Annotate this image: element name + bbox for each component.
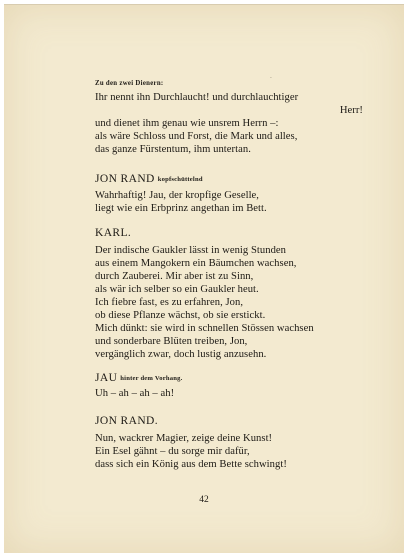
stage-direction: hinter dem Vorhang. [120,375,183,382]
verse-line: dass sich ein König aus dem Bette schwingt! [95,459,287,470]
verse-line: vergänglich zwar, doch lustig anzusehn. [95,349,267,360]
verse-line: als wär ich selber so ein Gaukler heut. [95,284,259,295]
verse-line: Nun, wackrer Magier, zeige deine Kunst! [95,433,273,444]
verse-line: und sonderbare Blüten treiben, Jon, [95,336,248,347]
speech-1 [95,91,363,156]
opening-direction [95,79,363,89]
speaker-name: KARL. [95,227,132,239]
page-number: 42 [199,495,209,505]
verse-line: Ihr nennt ihn Durchlaucht! und durchlauchtiger [95,92,299,103]
speech-4 [95,387,363,400]
speaker-jon-rand [95,172,363,187]
speech-3 [95,244,363,361]
verse-line: aus einem Mangokern ein Bäumchen wachsen, [95,258,297,269]
speaker-jon-rand-2 [95,414,363,428]
speaker-karl [95,226,363,240]
stage-direction: kopfschüttelnd [157,176,203,183]
verse-line: Herr! [339,105,363,116]
verse-line: Ein Esel gähnt – du sorge mir dafür, [95,446,250,457]
verse-line: Ich fiebre fast, es zu erfahren, Jon, [95,297,244,308]
stage-direction: Zu den zwei Dienern: [95,80,164,87]
speech-5 [95,432,363,471]
verse-line: Uh – ah – ah – ah! [95,388,175,399]
verse-line: durch Zauberei. Mir aber ist zu Sinn, [95,271,254,282]
speech-2 [95,189,363,215]
speaker-name: JON RAND kopfschüttelnd [95,173,203,185]
book-page [4,4,404,553]
paper-speck: · [270,75,272,82]
speaker-jau [95,371,363,386]
speaker-name: JAU hinter dem Vorhang. [95,372,183,384]
verse-line: als wäre Schloss und Forst, die Mark und alles, [95,131,298,142]
speaker-name: JON RAND. [95,415,159,427]
verse-line: das ganze Fürstentum, ihm untertan. [95,144,251,155]
verse-line: Wahrhaftig! Jau, der kropfige Geselle, [95,190,260,201]
verse-line: ob diese Pflanze wächst, ob sie erstickt. [95,310,266,321]
verse-line: Der indische Gaukler lässt in wenig Stunden [95,245,287,256]
verse-line: und dienet ihm genau wie unsrem Herrn –: [95,118,279,129]
verse-line: liegt wie ein Erbprinz angethan im Bett. [95,203,267,214]
verse-line: Mich dünkt: sie wird in schnellen Stössen wachsen [95,323,314,334]
